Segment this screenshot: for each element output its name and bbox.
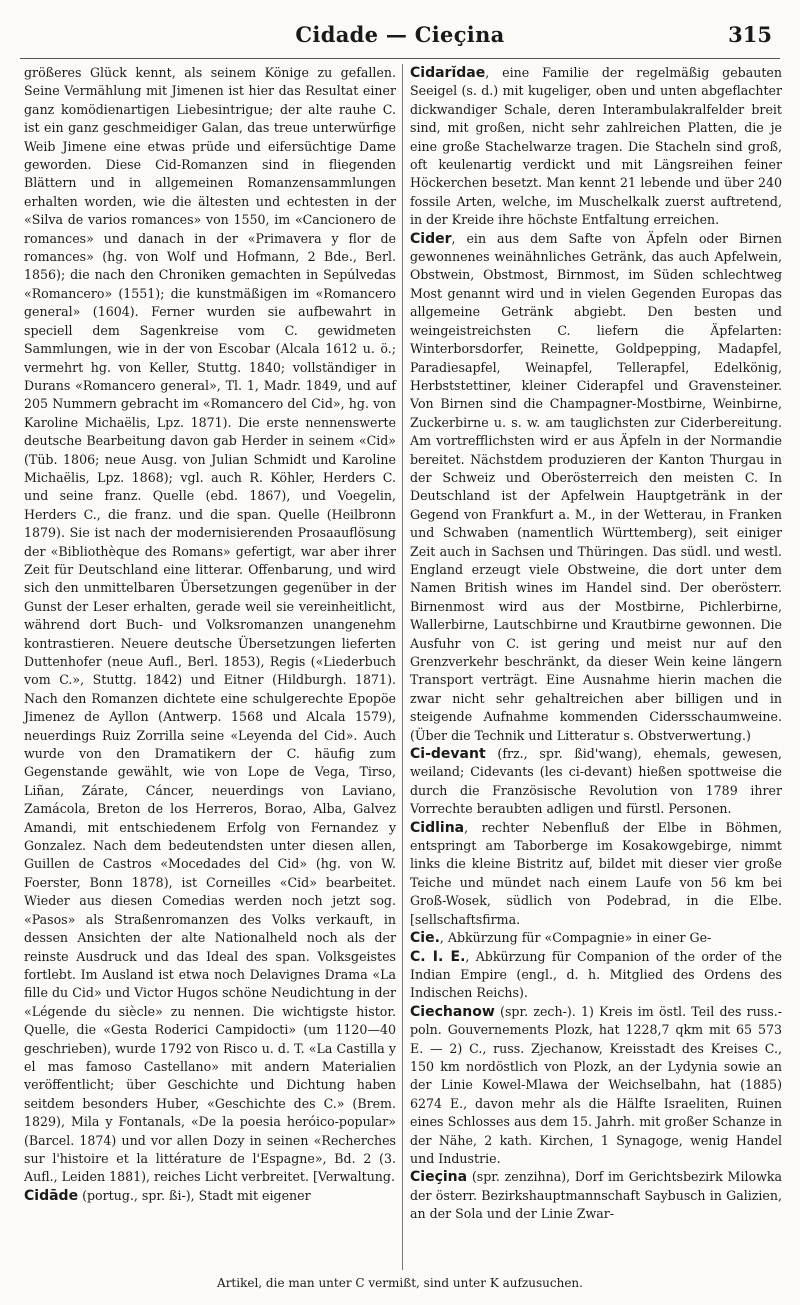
headword-cie-order: C. I. E. [410,948,466,965]
header-rule [20,58,780,59]
entry-text: , eine Familie der regelmäßig gebauten Seeigel (s. d.) mit kugeliger, oben und unten abgeflachter dickwandiger Schale, deren Interambulakralfelder breit sind, mit großen, nicht sehr zahlreichen Platten, die je eine große Stachelwarze tragen. Die Stacheln sind groß, oft keulenartig verdickt und mit Längsreihen feiner Höckerchen besetzt. Man kennt 21 lebende und über 240 fossile Arten, welche, im Muschelkalk zuerst auftretend, in der Kreide ihre höchste Entfaltung erreichen. [410,65,782,228]
headword-cidaridae: Cidarĭdae [410,65,486,81]
entry-cidade [24,1187,396,1205]
entry-cidlina [410,819,782,929]
entry-text: (spr. zech-). 1) Kreis im östl. Teil des russ.-poln. Gouvernements Plozk, hat 1228,7 qkm mit 65 573 E. — 2) C., russ. Zjechanow, Kreisstadt des Kreises C., 150 km nordöstlich von Plozk, an der Lydynia sowie an der Linie Kowel-Mlawa der Weichselbahn, hat (1885) 6274 E., davon mehr als die Hälfte Israeliten, Ruinen eines Schlosses aus dem 15. Jahrh. mit großer Schanze in der Nähe, 2 kath. Kirchen, 1 Synagoge, wenig Handel und Industrie. [410,1003,782,1166]
entry-cidaridae [410,64,782,230]
right-column [410,64,782,1224]
headword-cie: Cie. [410,930,440,947]
left-column [24,64,396,1205]
headword-ci-devant: Ci-devant [410,746,486,763]
entry-text: (spr. zenzihna), Dorf im Gerichtsbezirk Milowka der österr. Bezirkshauptmannschaft Saybusch in Galizien, an der Sola und der Linie Zwar- [410,1169,782,1222]
headword-cider: Cider [410,230,452,247]
cid-article-continuation: größeres Glück kennt, als seinem Könige zu gefallen. Seine Vermählung mit Jimenen ist hier das Resultat einer ganz komödienartigen Liebesintrigue; der alte rauhe C. ist ein ganz geschmeidiger Galan, das treue unterwürfige Weib Jimene eine etwas prüde und eifersüchtige Dame geworden. Diese Cid-Romanzen sind in fliegenden Blättern und in allgemeinen Romanzensammlungen erhalten worden, wie die ältesten und echtesten in der «Silva de varios romances» von 1550, im «Cancionero de romances» und danach in der «Primavera y flor de romances» (hg. von Wolf und Hofmann, 2 Bde., Berl. 1856); die nach den Chroniken gemachten in Sepúlvedas «Romancero» (1551); die kunstmäßigen im «Romancero general» (1604). Ferner wurden sie aufbewahrt in speciell dem Sagenkreise vom C. gewidmeten Sammlungen, wie in der von Escobar (Alcala 1612 u. ö.; vermehrt hg. von Keller, Stuttg. 1840; vollständiger in Durans «Romancero general», Tl. 1, Madr. 1849, und auf 205 Nummern gebracht im «Romancero del Cid», hg. von Karoline Michaëlis, Lpz. 1871). Die erste nennenswerte deutsche Bearbeitung davon gab Herder in seinem «Cid» (Tüb. 1806; neue Ausg. von Julian Schmidt und Karoline Michaëlis, Lpz. 1868); vgl. auch R. Köhler, Herders C. und seine franz. Quelle (ebd. 1867), und Voegelin, Herders C., die franz. und die span. Quelle (Heilbronn 1879). Sie ist nach der modernisierenden Prosaauflösung der «Bibliothèque des Romans» gefertigt, war aber ihrer Zeit für Deutschland eine litterar. Offenbarung, und wird sich den unmittelbaren Übersetzungen gegenüber in der Gunst der Leser erhalten, gerade weil sie vereinheitlicht, während dort Buch- und Volksromanzen unangenehm kontrastieren. Neuere deutsche Übersetzungen lieferten Duttenhofer (neue Aufl., Berl. 1853), Regis («Liederbuch vom C.», Stuttg. 1842) und Eitner (Hildburgh. 1871). Nach den Romanzen dichtete eine schulgerechte Epopöe Jimenez de Ayllon (Antwerp. 1568 und Alcala 1579), neuerdings Ruiz Zorrilla seine «Leyenda del Cid». Auch wurde von den Dramatikern der C. häufig zum Gegenstande gewählt, wie von Lope de Vega, Tirso, Liñan, Zárate, Cáncer, neuerdings von Laviano, Zamácola, Breton de los Herreros, Borao, Alba, Galvez Amandi, mit entschiedenem Erfolg von Fernandez y Gonzalez. Nach dem bedeutendsten unter diesen allen, Guillen de Castros «Mocedades del Cid» (hg. von W. Foerster, Bonn 1878), ist Corneilles «Cid» bearbeitet. Wieder aus diesen Comedias werden noch jetzt sog. «Pasos» als Straßenromanzen des Volks verkauft, in dessen Ansichten der alte Nationalheld noch als der reinste Ausdruck und das Ideal des span. Volksgeistes fortlebt. Im Ausland ist etwa noch Delavignes Drama «La fille du Cid» und Victor Hugos schöne Neudichtung in der «Légende du siècle» zu nennen. Die wichtigste histor. Quelle, die «Gesta Roderici Campidocti» (um 1120—40 geschrieben), wurde 1792 von Risco u. d. T. «La Castilla y el mas famoso Castellano» mit andern Materialien veröffentlicht; über Geschichte und Dichtung haben seitdem besonders Huber, «Geschichte des C.» (Brem. 1829), Mila y Fontanals, «De la poesia heróico-popular» (Barcel. 1874) und vor allen Dozy in seinen «Recherches sur l'histoire et la littérature de l'Espagne», Bd. 2 (3. Aufl., Leiden 1881), reiches Licht verbreitet. [Verwaltung. [24,65,396,1185]
entry-cie-order [410,948,782,1003]
headword-cidlina: Cidlina [410,819,465,836]
running-title: Cidade — Cieçina [295,22,505,47]
page-number: 315 [728,22,772,47]
entry-text: , ein aus dem Safte von Äpfeln oder Birnen gewonnenes weinähnliches Getränk, das auch Apfelwein, Obstwein, Obstmost, Birnmost, im Süden schlechtweg Most genannt wird und in vielen Gegenden Europas das allgemeine Getränk abgiebt. Den besten und weingeistreichsten C. liefern die Äpfelarten: Winterborsdorfer, Reinette, Goldpepping, Madapfel, Paradiesapfel, Weinapfel, Tellerapfel, Edelkönig, Herbststettiner, kleiner Ciderapfel und Gravensteiner. Von Birnen sind die Champagner-Mostbirne, Weinbirne, Zuckerbirne u. s. w. am tauglichsten zur Ciderbereitung. Am vortrefflichsten wird er aus Äpfeln in der Normandie bereitet. Nächstdem produzieren der Kanton Thurgau in der Schweiz und Oberösterreich den meisten C. In Deutschland ist der Apfelwein Hauptgetränk in der Gegend von Frankfurt a. M., in der Wetterau, in Franken und Schwaben (namentlich Württemberg), seit einiger Zeit auch in Sachsen und Thüringen. Das südl. und westl. England erzeugt viele Obstweine, die dort unter dem Namen British wines im Handel sind. Der oberösterr. Birnenmost wird aus der Mostbirne, Pichlerbirne, Wallerbirne, Lautschbirne und Krautbirne gewonnen. Die Ausfuhr von C. ist gering und meist nur auf den Grenzverkehr beschränkt, da dieser Wein keine längern Transport verträgt. Eine Ausnahme hierin machen die zwar nicht sehr gehaltreichen aber billigen und in steigende Aufnahme kommenden Cidersschaumweine. (Über die Technik und Litteratur s. Obstverwertung.) [410,230,782,743]
entry-cie [410,929,782,947]
page-footer-note: Artikel, die man unter C vermißt, sind unter K aufzusuchen. [217,1276,583,1290]
headword-cidade: Cidāde [24,1187,79,1204]
headword-ciecina: Cieçina [410,1169,468,1186]
entry-text: , Abkürzung für «Compagnie» in einer Ge- [439,930,712,946]
entry-text: (frz., spr. ßid'wang), ehemals, gewesen, weiland; Cidevants (les ci-devant) hießen spottweise die durch die Französische Revolution von 1789 ihrer Vorrechte beraubten adligen und fürstl. Personen. [410,746,782,817]
page-header [20,22,780,62]
entry-ci-devant [410,745,782,819]
entry-cidade-text: (portug., spr. ßi-), Stadt mit eigener [78,1187,311,1203]
entry-cider [410,230,782,745]
entry-text: , rechter Nebenfluß der Elbe in Böhmen, entspringt am Taborberge im Kosakowgebirge, nimmt links die kleine Bistritz auf, bildet mit dieser vier große Teiche und mündet nach einem Laufe von 56 km bei Groß-Wosek, südlich von Podebrad, in die Elbe. [sellschaftsfirma. [410,819,782,927]
entry-text: , Abkürzung für Companion of the order of the Indian Empire (engl., d. h. Mitglied des Ordens des Indischen Reichs). [410,948,783,1001]
headword-ciechanow: Ciechanow [410,1003,495,1020]
column-divider [402,64,403,1270]
entry-ciecina [410,1168,782,1223]
entry-ciechanow [410,1003,782,1169]
